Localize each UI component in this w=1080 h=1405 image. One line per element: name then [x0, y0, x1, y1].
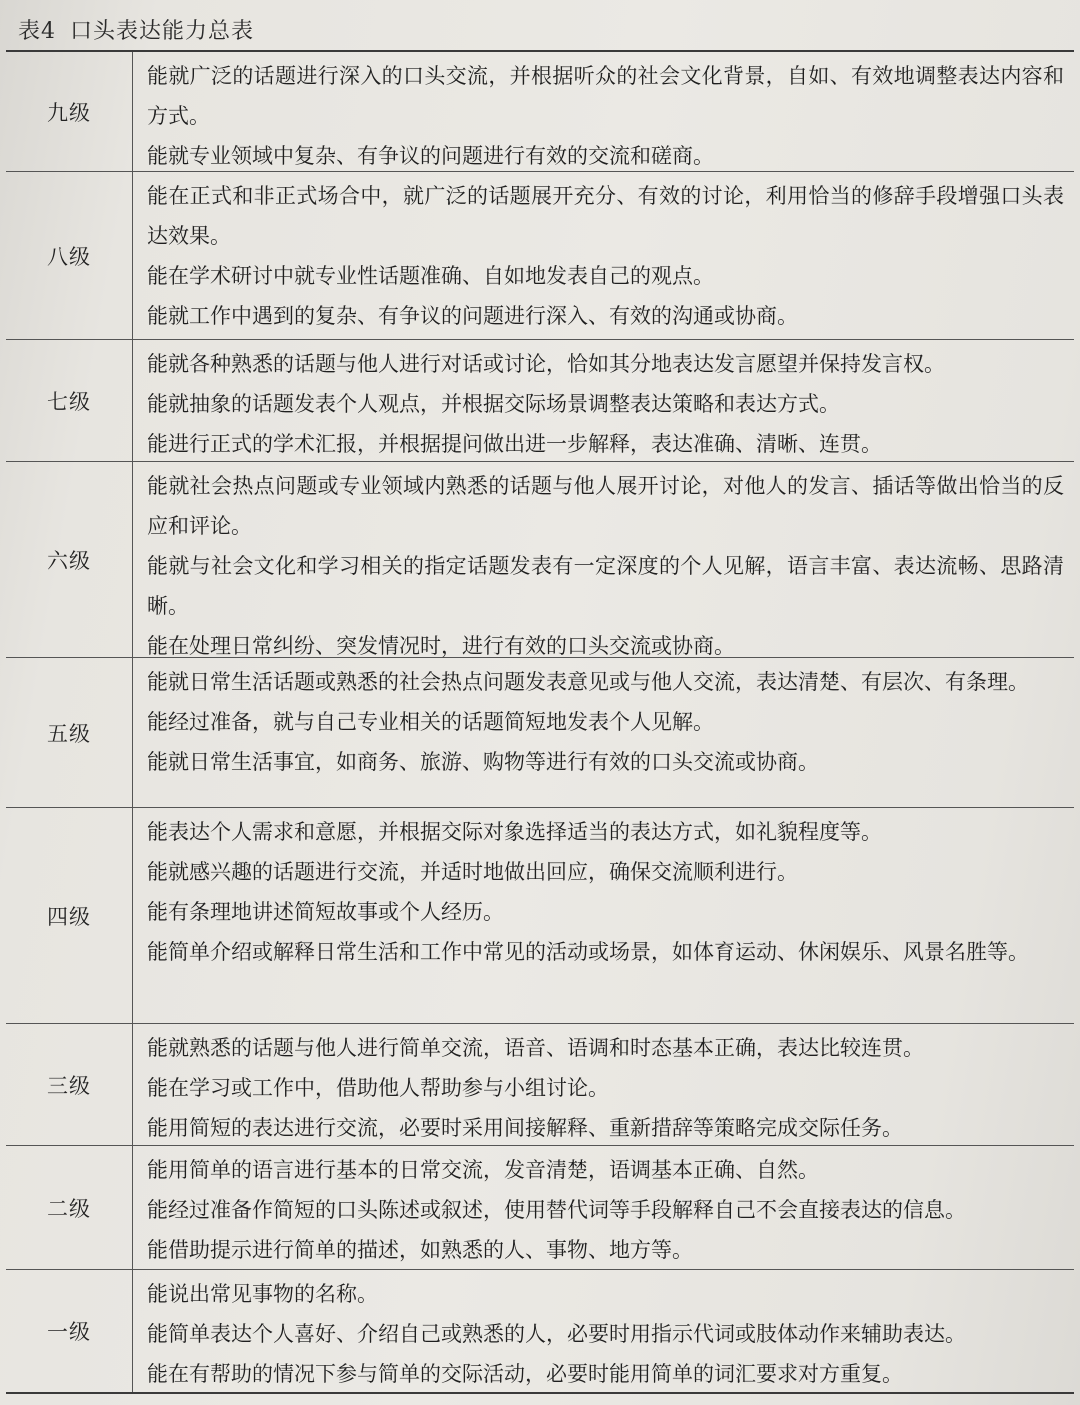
descriptor-item: 能在学习或工作中，借助他人帮助参与小组讨论。 — [147, 1076, 609, 1100]
descriptor-item: 能进行正式的学术汇报，并根据提问做出进一步解释，表达准确、清晰、连贯。 — [147, 432, 882, 456]
level-label: 三级 — [6, 1024, 133, 1145]
level-descriptions — [133, 1270, 1074, 1392]
descriptor-item: 能简单介绍或解释日常生活和工作中常见的活动或场景，如体育运动、休闲娱乐、风景名胜等。 — [147, 940, 1029, 964]
level-label: 四级 — [6, 808, 133, 1023]
descriptor-item: 能有条理地讲述简短故事或个人经历。 — [147, 900, 504, 924]
table-row-level-two — [6, 1146, 1074, 1270]
descriptor-item: 能在有帮助的情况下参与简单的交际活动，必要时能用简单的词汇要求对方重复。 — [147, 1362, 903, 1386]
descriptor-item: 能就工作中遇到的复杂、有争议的问题进行深入、有效的沟通或协商。 — [147, 304, 798, 328]
level-descriptions — [133, 172, 1074, 339]
descriptor-item: 能就感兴趣的话题进行交流，并适时地做出回应，确保交流顺利进行。 — [147, 860, 798, 884]
level-label: 六级 — [6, 462, 133, 657]
level-label: 七级 — [6, 340, 133, 461]
descriptor-item: 能说出常见事物的名称。 — [147, 1282, 378, 1306]
descriptor-item: 能就日常生活事宜，如商务、旅游、购物等进行有效的口头交流或协商。 — [147, 750, 819, 774]
level-descriptions — [133, 1024, 1074, 1145]
table-row-level-six — [6, 462, 1074, 658]
descriptor-item: 能就日常生活话题或熟悉的社会热点问题发表意见或与他人交流，表达清楚、有层次、有条理。 — [147, 670, 1029, 694]
level-label: 五级 — [6, 658, 133, 807]
descriptor-item: 能就熟悉的话题与他人进行简单交流，语音、语调和时态基本正确，表达比较连贯。 — [147, 1036, 924, 1060]
descriptor-item: 能就专业领域中复杂、有争议的问题进行有效的交流和磋商。 — [147, 144, 714, 168]
table-title — [18, 14, 254, 45]
level-descriptions — [133, 340, 1074, 461]
level-descriptions — [133, 808, 1074, 1023]
descriptor-item: 能用简短的表达进行交流，必要时采用间接解释、重新措辞等策略完成交际任务。 — [147, 1116, 903, 1140]
descriptor-item: 能就各种熟悉的话题与他人进行对话或讨论，恰如其分地表达发言愿望并保持发言权。 — [147, 352, 945, 376]
oral-expression-table — [6, 50, 1074, 1394]
descriptor-item: 能在学术研讨中就专业性话题准确、自如地发表自己的观点。 — [147, 264, 714, 288]
table-row-level-four — [6, 808, 1074, 1024]
table-row-level-seven — [6, 340, 1074, 462]
level-label: 一级 — [6, 1270, 133, 1392]
descriptor-item: 能用简单的语言进行基本的日常交流，发音清楚，语调基本正确、自然。 — [147, 1158, 819, 1182]
table-row-level-eight — [6, 172, 1074, 340]
descriptor-item: 能就广泛的话题进行深入的口头交流，并根据听众的社会文化背景，自如、有效地调整表达内容和方式。 — [147, 64, 1064, 128]
descriptor-item: 能就抽象的话题发表个人观点，并根据交际场景调整表达策略和表达方式。 — [147, 392, 840, 416]
level-label: 二级 — [6, 1146, 133, 1269]
descriptor-item: 能在处理日常纠纷、突发情况时，进行有效的口头交流或协商。 — [147, 634, 735, 658]
table-number: 表4 — [18, 19, 56, 44]
descriptor-item: 能在正式和非正式场合中，就广泛的话题展开充分、有效的讨论，利用恰当的修辞手段增强口头表达效果。 — [147, 184, 1064, 248]
table-row-level-nine — [6, 52, 1074, 172]
table-row-level-five — [6, 658, 1074, 808]
level-descriptions — [133, 52, 1074, 171]
descriptor-item: 能表达个人需求和意愿，并根据交际对象选择适当的表达方式，如礼貌程度等。 — [147, 820, 882, 844]
level-descriptions — [133, 1146, 1074, 1269]
level-descriptions — [133, 658, 1074, 807]
table-title-text: 口头表达能力总表 — [70, 19, 255, 44]
descriptor-item: 能借助提示进行简单的描述，如熟悉的人、事物、地方等。 — [147, 1238, 693, 1262]
level-descriptions — [133, 462, 1074, 657]
table-row-level-one — [6, 1270, 1074, 1392]
descriptor-item: 能简单表达个人喜好、介绍自己或熟悉的人，必要时用指示代词或肢体动作来辅助表达。 — [147, 1322, 966, 1346]
descriptor-item: 能经过准备作简短的口头陈述或叙述，使用替代词等手段解释自己不会直接表达的信息。 — [147, 1198, 966, 1222]
descriptor-item: 能就与社会文化和学习相关的指定话题发表有一定深度的个人见解，语言丰富、表达流畅、思路清晰。 — [147, 554, 1064, 618]
table-row-level-three — [6, 1024, 1074, 1146]
level-label: 九级 — [6, 52, 133, 171]
descriptor-item: 能就社会热点问题或专业领域内熟悉的话题与他人展开讨论，对他人的发言、插话等做出恰当的反应和评论。 — [147, 474, 1064, 538]
descriptor-item: 能经过准备，就与自己专业相关的话题简短地发表个人见解。 — [147, 710, 714, 734]
level-label: 八级 — [6, 172, 133, 339]
